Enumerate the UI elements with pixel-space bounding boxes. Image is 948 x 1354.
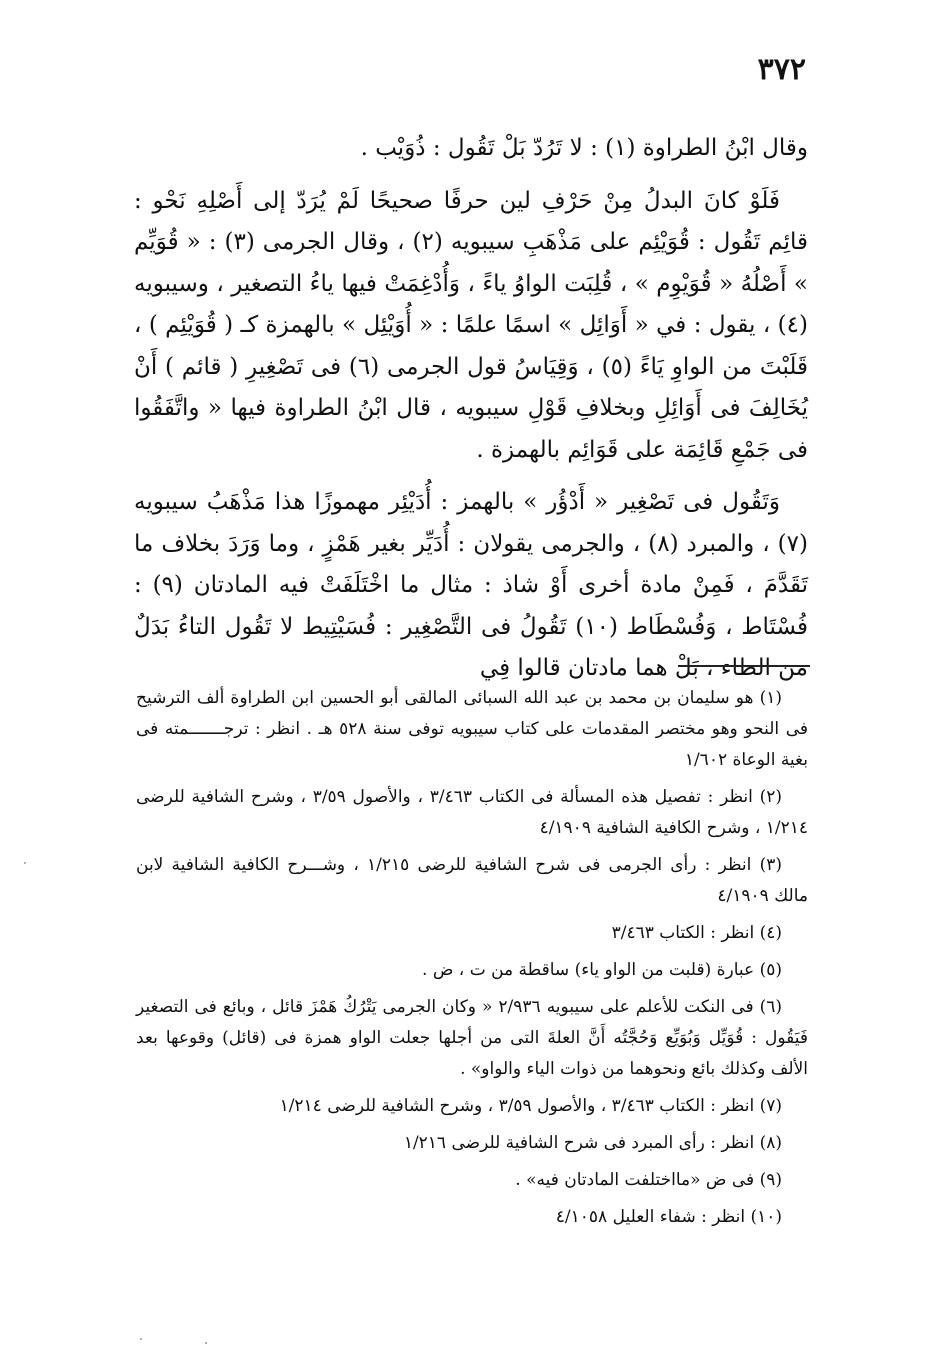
footnote: (٨) انظر : رأى المبرد فى شرح الشافية للرضى ١/٢١٦: [403, 1133, 782, 1153]
main-text: [134, 128, 808, 701]
footnote: (٢) انظر : تفصيل هذه المسألة فى الكتاب ٣/٤٦٣ ، والأصول ٣/٥٩ ، وشرح الشافية للرضى ١/٢١٤ ، وشرح الكافية الشافية ٤/١٩٠٩: [136, 787, 808, 838]
paragraph: وقال ابْنُ الطراوة (١) : لا تَرُدّ بَلْ تَقُول : ذُوَيْب .: [360, 135, 808, 161]
paragraph: وَتَقُول فى تَصْغِير « أَدْؤُر » بالهمز : أُدَيْئِر مهموزًا هذا مَذْهَبُ سيبويه (٧) ، والمبرد (٨) ، والجرمى يقولان : أُدَيِّر بغير هَمْزٍ ، وما وَرَدَ بخلاف ما تَقَدَّمَ ، فَمِنْ مادة أخرى أَوْ شاذ : مثال ما اخْتَلَفَتْ فيه المادتان (٩) : فُسْتَاط ، وَفُسْطَاط (١٠) تَقُولُ فى التَّصْغِير : فُسَيْتِيط لا تَقُول التاءُ بَدَلٌ من الطاء ، بَلْ هما مادتان قالوا فِي: [134, 489, 808, 681]
footnote: (٧) انظر : الكتاب ٣/٤٦٣ ، والأصول ٣/٥٩ ، وشرح الشافية للرضى ١/٢١٤: [279, 1096, 782, 1116]
footnote: (٤) انظر : الكتاب ٣/٤٦٣: [611, 923, 782, 943]
page-number: ٣٧٢: [757, 52, 806, 87]
footnote: (٩) فى ض «مااختلفت المادتان فيه» .: [515, 1170, 782, 1190]
footnote: (٣) انظر : رأى الجرمى فى شرح الشافية للرضى ١/٢١٥ ، وشـــرح الكافية الشافية لابن مالك ٤/١٩٠٩: [136, 855, 808, 906]
paragraph: فَلَوْ كانَ البدلُ مِنْ حَرْفِ لين حرفًا صحيحًا لَمْ يُرَدّ إلى أَصْلِهِ نَحْو : قائِم تَقُول : قُوَيْئِم على مَذْهَبِ سيبويه (٢) ، وقال الجرمى (٣) : « قُوَيِّم » أَصْلُهُ « قُوَيْوِم » ، قُلِبَت الواوُ ياءً ، وَأُدْغِمَتْ فيها ياءُ التصغير ، وسيبويه (٤) ، يقول : في « أَوَائِل » اسمًا علمًا : « أُوَيْئِل » بالهمزة كـ ( قُوَيْئِم ) ، قَلَبْتَ من الواوِ يَاءً (٥) ، وَقِيَاسُ قول الجرمى (٦) فى تَصْغِيرِ ( قائم ) أَنْ يُخَالِفَ فى أَوَائِلِ وبخلافِ قَوْلِ سيبويه ، قال ابْنُ الطراوة فيها « واتَّفَقُوا فى جَمْعِ قَائِمَة على قَوَائِم بالهمزة .: [134, 187, 808, 463]
scan-speck: [24, 862, 26, 864]
footnote: (٦) فى النكت للأعلم على سيبويه ٢/٩٣٦ « وكان الجرمى يَتْرُكُ هَمْزَ قائل ، وبائع فى التصغير فَيَقُول : قُوَيِّل وَبُوَيِّع وَحُجَّتُه أَنَّ العلةَ التى من أجلها جعلت الواو همزة فى (قائل) وقوعها بعد الألف وكذلك بائع ونحوهما من ذوات الياء والواو» .: [136, 997, 808, 1079]
scan-speck: [205, 1342, 207, 1344]
footnote: (١) هو سليمان بن محمد بن عبد الله السبائى المالقى أبو الحسين ابن الطراوة ألف الترشيح فى النحو وهو مختصر المقدمات على كتاب سيبويه توفى سنة ٥٢٨ هـ . انظر : ترجـــــــمته فى بغية الوعاة ١/٦٠٢: [136, 688, 808, 770]
footnote: (١٠) انظر : شفاء العليل ٤/١٠٥٨: [555, 1207, 782, 1227]
footnotes: [136, 683, 808, 1239]
footnote: (٥) عبارة (قلبت من الواو ياء) ساقطة من ت ، ض .: [422, 960, 782, 980]
footnote-separator: [678, 665, 810, 667]
scan-speck: [140, 1338, 142, 1340]
